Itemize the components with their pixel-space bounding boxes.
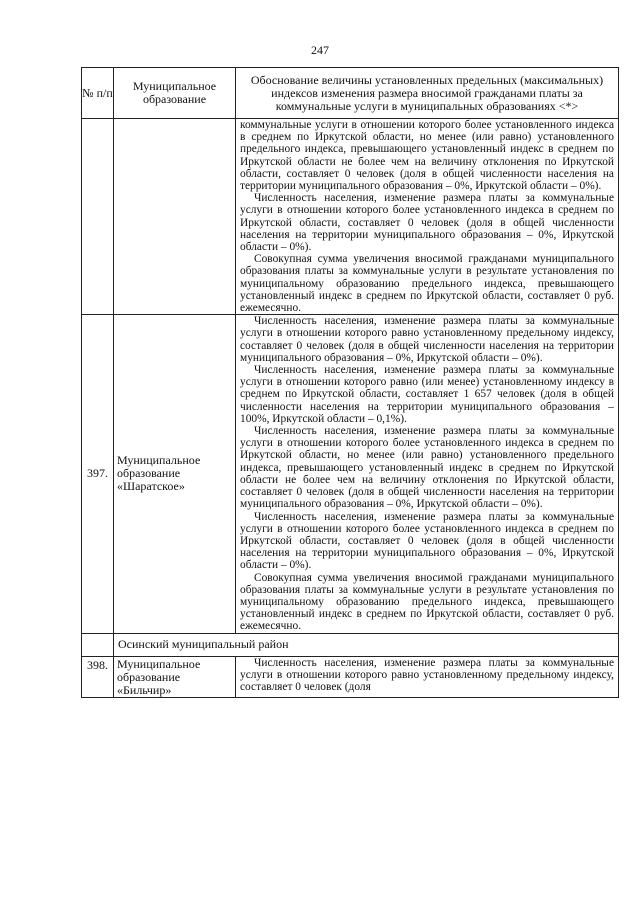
header-number: № п/п [82, 68, 114, 119]
row-name-empty [114, 119, 236, 315]
section-number-empty [82, 633, 114, 656]
paragraph: Численность населения, изменение размера платы за коммунальные услуги в отношении которого равно (или менее) установленному индексу в среднем по Иркутской области, составляет 1 657 человек (доля в общей численности населения на территории муниципального образования – 100%, Иркутской области – 0,1%). [240, 364, 614, 425]
justification-text [236, 656, 619, 697]
header-justification: Обоснование величины установленных предельных (максимальных) индексов изменения размера вносимой гражданами платы за коммунальные услуги в муниципальных образованиях <*> [236, 68, 619, 119]
paragraph: Совокупная сумма увеличения вносимой гражданами муниципального образования платы за коммунальные услуги в результате установления по муниципальному образованию предельного индекса, превышающего установленный индекс в среднем по Иркутской области, составляет 0 руб. ежемесячно. [240, 253, 614, 315]
paragraph: Численность населения, изменение размера платы за коммунальные услуги в отношении которого равно установленному предельному индексу, составляет 0 человек (доля [240, 656, 614, 693]
tariff-justification-table [81, 67, 619, 698]
section-title: Осинский муниципальный район [114, 633, 619, 656]
municipality-name: Муниципальное образование «Бильчир» [114, 656, 236, 697]
table-row-continuation [82, 119, 619, 315]
row-number-empty [82, 119, 114, 315]
justification-text [236, 119, 619, 315]
row-number: 397. [82, 315, 114, 633]
page-number: 247 [311, 43, 329, 57]
row-number: 398. [82, 656, 114, 697]
header-municipality: Муниципальное образование [114, 68, 236, 119]
municipality-name: Муниципальное образование «Шаратское» [114, 315, 236, 633]
paragraph: Численность населения, изменение размера платы за коммунальные услуги в отношении которого равно установленному предельному индексу, составляет 0 человек (доля в общей численности населения на территории муниципального образования – 0%, Иркутской области – 0%). [240, 315, 614, 364]
paragraph: Численность населения, изменение размера платы за коммунальные услуги в отношении которого более установленного индекса в среднем по Иркутской области, составляет 0 человек (доля в общей численности населения на территории муниципального образования – 0%, Иркутской области – 0%). [240, 192, 614, 254]
section-row [82, 633, 619, 656]
paragraph: Численность населения, изменение размера платы за коммунальные услуги в отношении которого более установленного индекса в среднем по Иркутской области, составляет 0 человек (доля в общей численности населения на территории муниципального образования – 0%, Иркутской области – 0%). [240, 510, 614, 572]
table-header-row [82, 68, 619, 119]
paragraph: Численность населения, изменение размера платы за коммунальные услуги в отношении которого более установленного индекса в среднем по Иркутской области, но менее (или равно) установленного предельного индекса, превышающего установленный индекс в среднем по Иркутской области не более чем на величину отклонения по Иркутской области, составляет 0 человек (доля в общей численности населения на территории муниципального образования – 0%, Иркутской области – 0%). [240, 425, 614, 511]
table-row-397 [82, 315, 619, 633]
paragraph: Совокупная сумма увеличения вносимой гражданами муниципального образования платы за коммунальные услуги в результате установления по муниципальному образованию предельного индекса, превышающего установленный индекс в среднем по Иркутской области, составляет 0 руб. ежемесячно. [240, 571, 614, 633]
paragraph: коммунальные услуги в отношении которого более установленного индекса в среднем по Иркутской области, но менее (или равно) установленного предельного индекса, превышающего установленный индекс в среднем по Иркутской области не более чем на величину отклонения по Иркутской области, составляет 0 человек (доля в общей численности населения на территории муниципального образования – 0%, Иркутской области – 0%). [240, 119, 614, 193]
table-row-398 [82, 656, 619, 697]
justification-text [236, 315, 619, 633]
